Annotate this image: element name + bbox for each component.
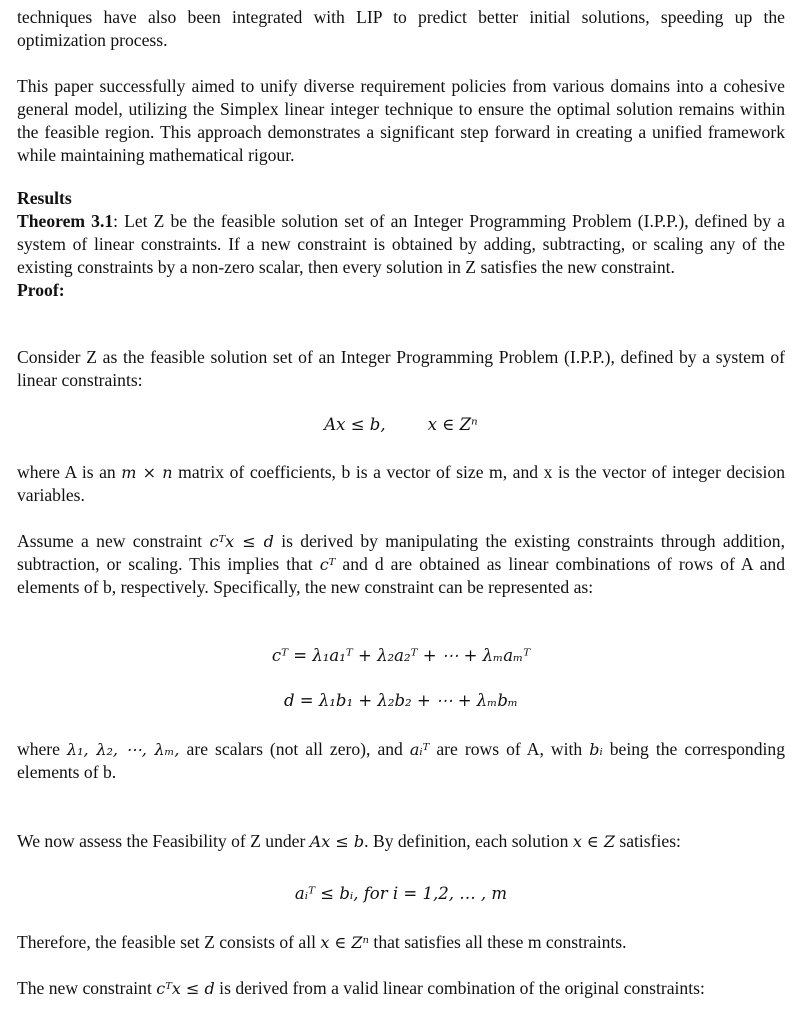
paragraph-assume <box>17 530 785 599</box>
equation-d: d = λ₁b₁ + λ₂b₂ + ⋯ + λₘbₘ <box>283 691 519 710</box>
text-run: matrix of coefficients, b is a vector of size m, and x is the vector of integer decision variables. <box>17 462 785 505</box>
theorem-label: Theorem 3.1 <box>17 211 114 231</box>
equation-row-constraint: aᵢᵀ ≤ bᵢ, for i = 1,2, … , m <box>294 884 508 903</box>
math-inline: cᵀx ≤ d <box>209 532 274 551</box>
results-section <box>17 187 785 302</box>
paragraph-line: optimization process. <box>17 30 168 50</box>
math-inline: λ₁, λ₂, ⋯, λₘ, <box>67 740 180 759</box>
math-inline: x ∈ Zⁿ <box>320 933 370 952</box>
paragraph-consider <box>17 346 785 392</box>
theorem-paragraph <box>17 210 785 279</box>
text-run: that satisfies all these m constraints. <box>369 932 627 952</box>
math-inline: bᵢ <box>589 740 603 759</box>
math-inline: aᵢᵀ <box>409 740 430 759</box>
text-run: Assume a new constraint <box>17 531 210 551</box>
text-run: is derived by manipulating the existing constraints through addition, subtraction, or scaling. This implies that <box>17 531 785 574</box>
theorem-text: : Let Z be the feasible solution set of an Integer Programming Problem (I.P.P.), defined by a system of linear constraints. If a new constraint is obtained by adding, subtracting, or scaling any of the existing constraints by a non-zero scalar, then every solution in Z satisfies the new constraint. <box>17 211 785 277</box>
paragraph-intro-continuation <box>17 6 785 52</box>
paragraph-line: techniques have also been integrated with LIP to predict better initial solutions, speeding up the <box>17 7 785 27</box>
text-run: is derived from a valid linear combination of the original constraints: <box>214 978 705 998</box>
math-inline: m × n <box>121 463 173 482</box>
text-run: We now assess the Feasibility of Z under <box>17 831 310 851</box>
math-inline: x ∈ Z <box>572 832 615 851</box>
text-run: where A is an <box>17 462 122 482</box>
paragraph-where-matrix <box>17 461 785 507</box>
math-inline: cᵀx ≤ d <box>156 979 215 998</box>
equation-c-transpose: cᵀ = λ₁a₁ᵀ + λ₂a₂ᵀ + ⋯ + λₘaₘᵀ <box>271 646 531 665</box>
paragraph-where-scalars <box>17 738 785 784</box>
paragraph-new-constraint <box>17 977 785 1000</box>
text-run: The new constraint <box>17 978 157 998</box>
text-run: are scalars (not all zero), and <box>179 739 410 759</box>
math-inline: Ax ≤ b <box>309 832 365 851</box>
paragraph-text: Consider Z as the feasible solution set of an Integer Programming Problem (I.P.P.), defined by a system of linear constraints: <box>17 347 785 390</box>
text-run: Therefore, the feasible set Z consists of all <box>17 932 321 952</box>
text-run: and d are obtained as linear combinations of rows of A and elements of b, respectively. Specifically, the new constraint can be represented as: <box>17 554 786 597</box>
equation-constraints: Ax ≤ b, x ∈ Zⁿ <box>324 415 478 434</box>
text-run: are rows of A, with <box>429 739 590 759</box>
text-run: where <box>17 739 67 759</box>
text-run: . By definition, each solution <box>364 831 573 851</box>
proof-label: Proof: <box>17 280 65 300</box>
text-run: being the corresponding elements of b. <box>17 739 785 782</box>
text-run: satisfies: <box>614 831 681 851</box>
math-inline: cᵀ <box>319 555 336 574</box>
paragraph-unify <box>17 75 785 167</box>
paragraph-text: This paper successfully aimed to unify diverse requirement policies from various domains into a cohesive general model, utilizing the Simplex linear integer technique to ensure the optimal solution remains within the feasible region. This approach demonstrates a significant step forward in creating a unified framework while maintaining mathematical rigour. <box>17 76 785 165</box>
results-heading: Results <box>17 188 72 208</box>
paragraph-assess <box>17 830 785 853</box>
paragraph-therefore <box>17 931 785 954</box>
